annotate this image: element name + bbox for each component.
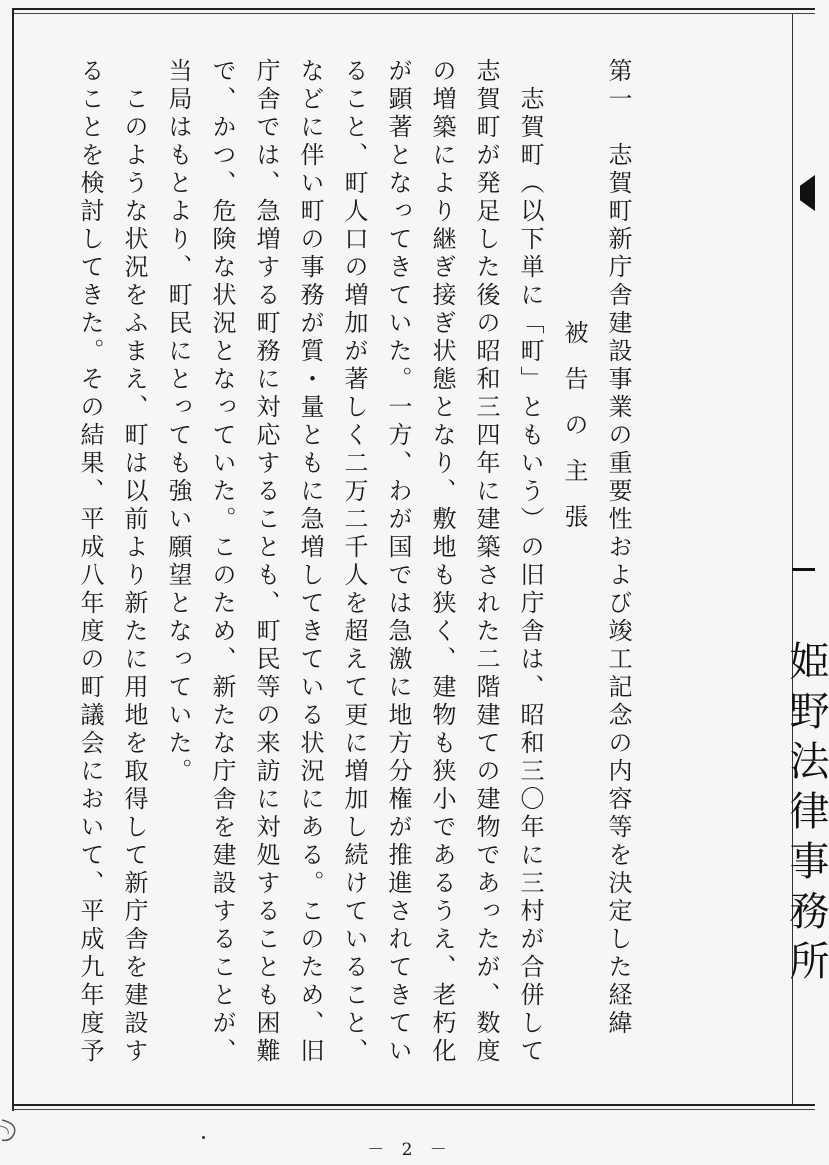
paragraph-line: ることを検討してきた。その結果、平成八年度の町議会において、平成九年度予	[76, 58, 104, 1066]
paragraph-line: このような状況をふまえ、町は以前より新たに用地を取得して新庁舎を建設す	[120, 58, 148, 1066]
scan-swirl-icon	[0, 1118, 24, 1148]
paragraph-line: 志賀町（以下単に「町」ともいう）の旧庁舎は、昭和三〇年に三村が合併して	[516, 58, 544, 1066]
side-rule	[792, 568, 815, 571]
document-body	[76, 58, 640, 1096]
bottom-border-inner	[12, 1109, 815, 1110]
left-border	[12, 8, 14, 1111]
paragraph-line: 当局はもとより、町民にとっても強い願望となっていた。	[164, 58, 192, 786]
paragraph-line: 庁舎では、急増する町務に対応することも、町民等の来訪に対処することも困難	[252, 58, 280, 1066]
binding-mark-icon	[800, 175, 815, 211]
paragraph-line: などに伴い町の事務が質・量ともに急増してきている状況にある。このため、旧	[296, 58, 324, 1066]
top-border	[12, 8, 815, 10]
paragraph-line: 志賀町が発足した後の昭和三四年に建築された二階建ての建物であったが、数度	[472, 58, 500, 1066]
bottom-border	[12, 1104, 815, 1106]
paragraph-line: で、かつ、危険な状況となっていた。このため、新たな庁舎を建設することが、	[208, 58, 236, 1066]
paragraph-line: ること、町人口の増加が著しく二万二千人を超えて更に増加し続けていること、	[340, 58, 368, 1066]
top-border-inner	[12, 13, 815, 14]
paragraph-line: の増築により継ぎ接ぎ状態となり、敷地も狭く、建物も狭小であるうえ、老朽化	[428, 58, 456, 1066]
page-number: － 2 －	[367, 1140, 453, 1160]
paragraph-line: 第一 志賀町新庁舎建設事業の重要性および竣工記念の内容等を決定した経緯	[604, 58, 632, 1038]
law-office-name: 姫野法律事務所	[783, 640, 829, 990]
paragraph-line: が顕著となってきていた。一方、わが国では急激に地方分権が推進されてきてい	[384, 58, 412, 1066]
speck	[202, 1136, 205, 1139]
document-heading: 被告の主張	[560, 320, 588, 550]
